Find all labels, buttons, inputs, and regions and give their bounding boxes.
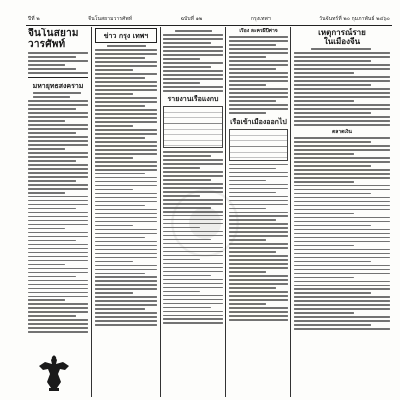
column-3 [163, 28, 223, 394]
headline-bangkok-news: ข่าว กรุง เทพฯ [95, 28, 157, 43]
header-title: จีนโนสยามวารศัพท์ [88, 16, 133, 22]
headline-war: มหายุทธสงคราม [32, 80, 84, 90]
article-report [163, 151, 223, 324]
column-divider [290, 27, 291, 397]
article-money-market [294, 137, 390, 330]
column-2 [95, 28, 157, 394]
article-drama [229, 36, 288, 113]
headline-china-events: เหตุการณ์ราย [318, 28, 366, 37]
article-china-events [294, 48, 390, 125]
article-ships [229, 164, 288, 321]
column-divider [91, 27, 92, 397]
headline-report: รายงานเรือแงกบ [167, 94, 219, 104]
article-war [28, 92, 88, 333]
column-1 [28, 28, 88, 348]
page-header [28, 15, 390, 23]
volume-label: ปีที่ ๒ [28, 16, 40, 22]
header-rule [26, 25, 392, 26]
column-4 [229, 28, 288, 394]
headline-china-events-2: ในเมืองจีน [323, 36, 361, 46]
article-col3-top [163, 30, 223, 91]
headline-ships: เรือเข้าเมืองออกไป [230, 116, 287, 126]
column-5 [294, 28, 390, 394]
report-table [163, 106, 223, 148]
headline-drama: เรื่อง ละครผีปีศาจ [239, 28, 278, 34]
masthead-info [28, 52, 88, 74]
masthead-title: จีนโนสยามวารศัพท์ [28, 28, 79, 50]
date-label: วันจันทร์ที่ ๒๐ กุมภาพันธ์ ๒๔๖๐ [319, 16, 390, 22]
issue-label: ฉบับที่ ๑๒ [180, 16, 203, 22]
place-label: กรุงเทพฯ [250, 16, 271, 22]
ships-table [229, 129, 288, 161]
article-bangkok-news [95, 45, 157, 326]
garuda-emblem-icon [37, 352, 71, 392]
headline-money-market: ตลาดเงิน [332, 128, 352, 135]
